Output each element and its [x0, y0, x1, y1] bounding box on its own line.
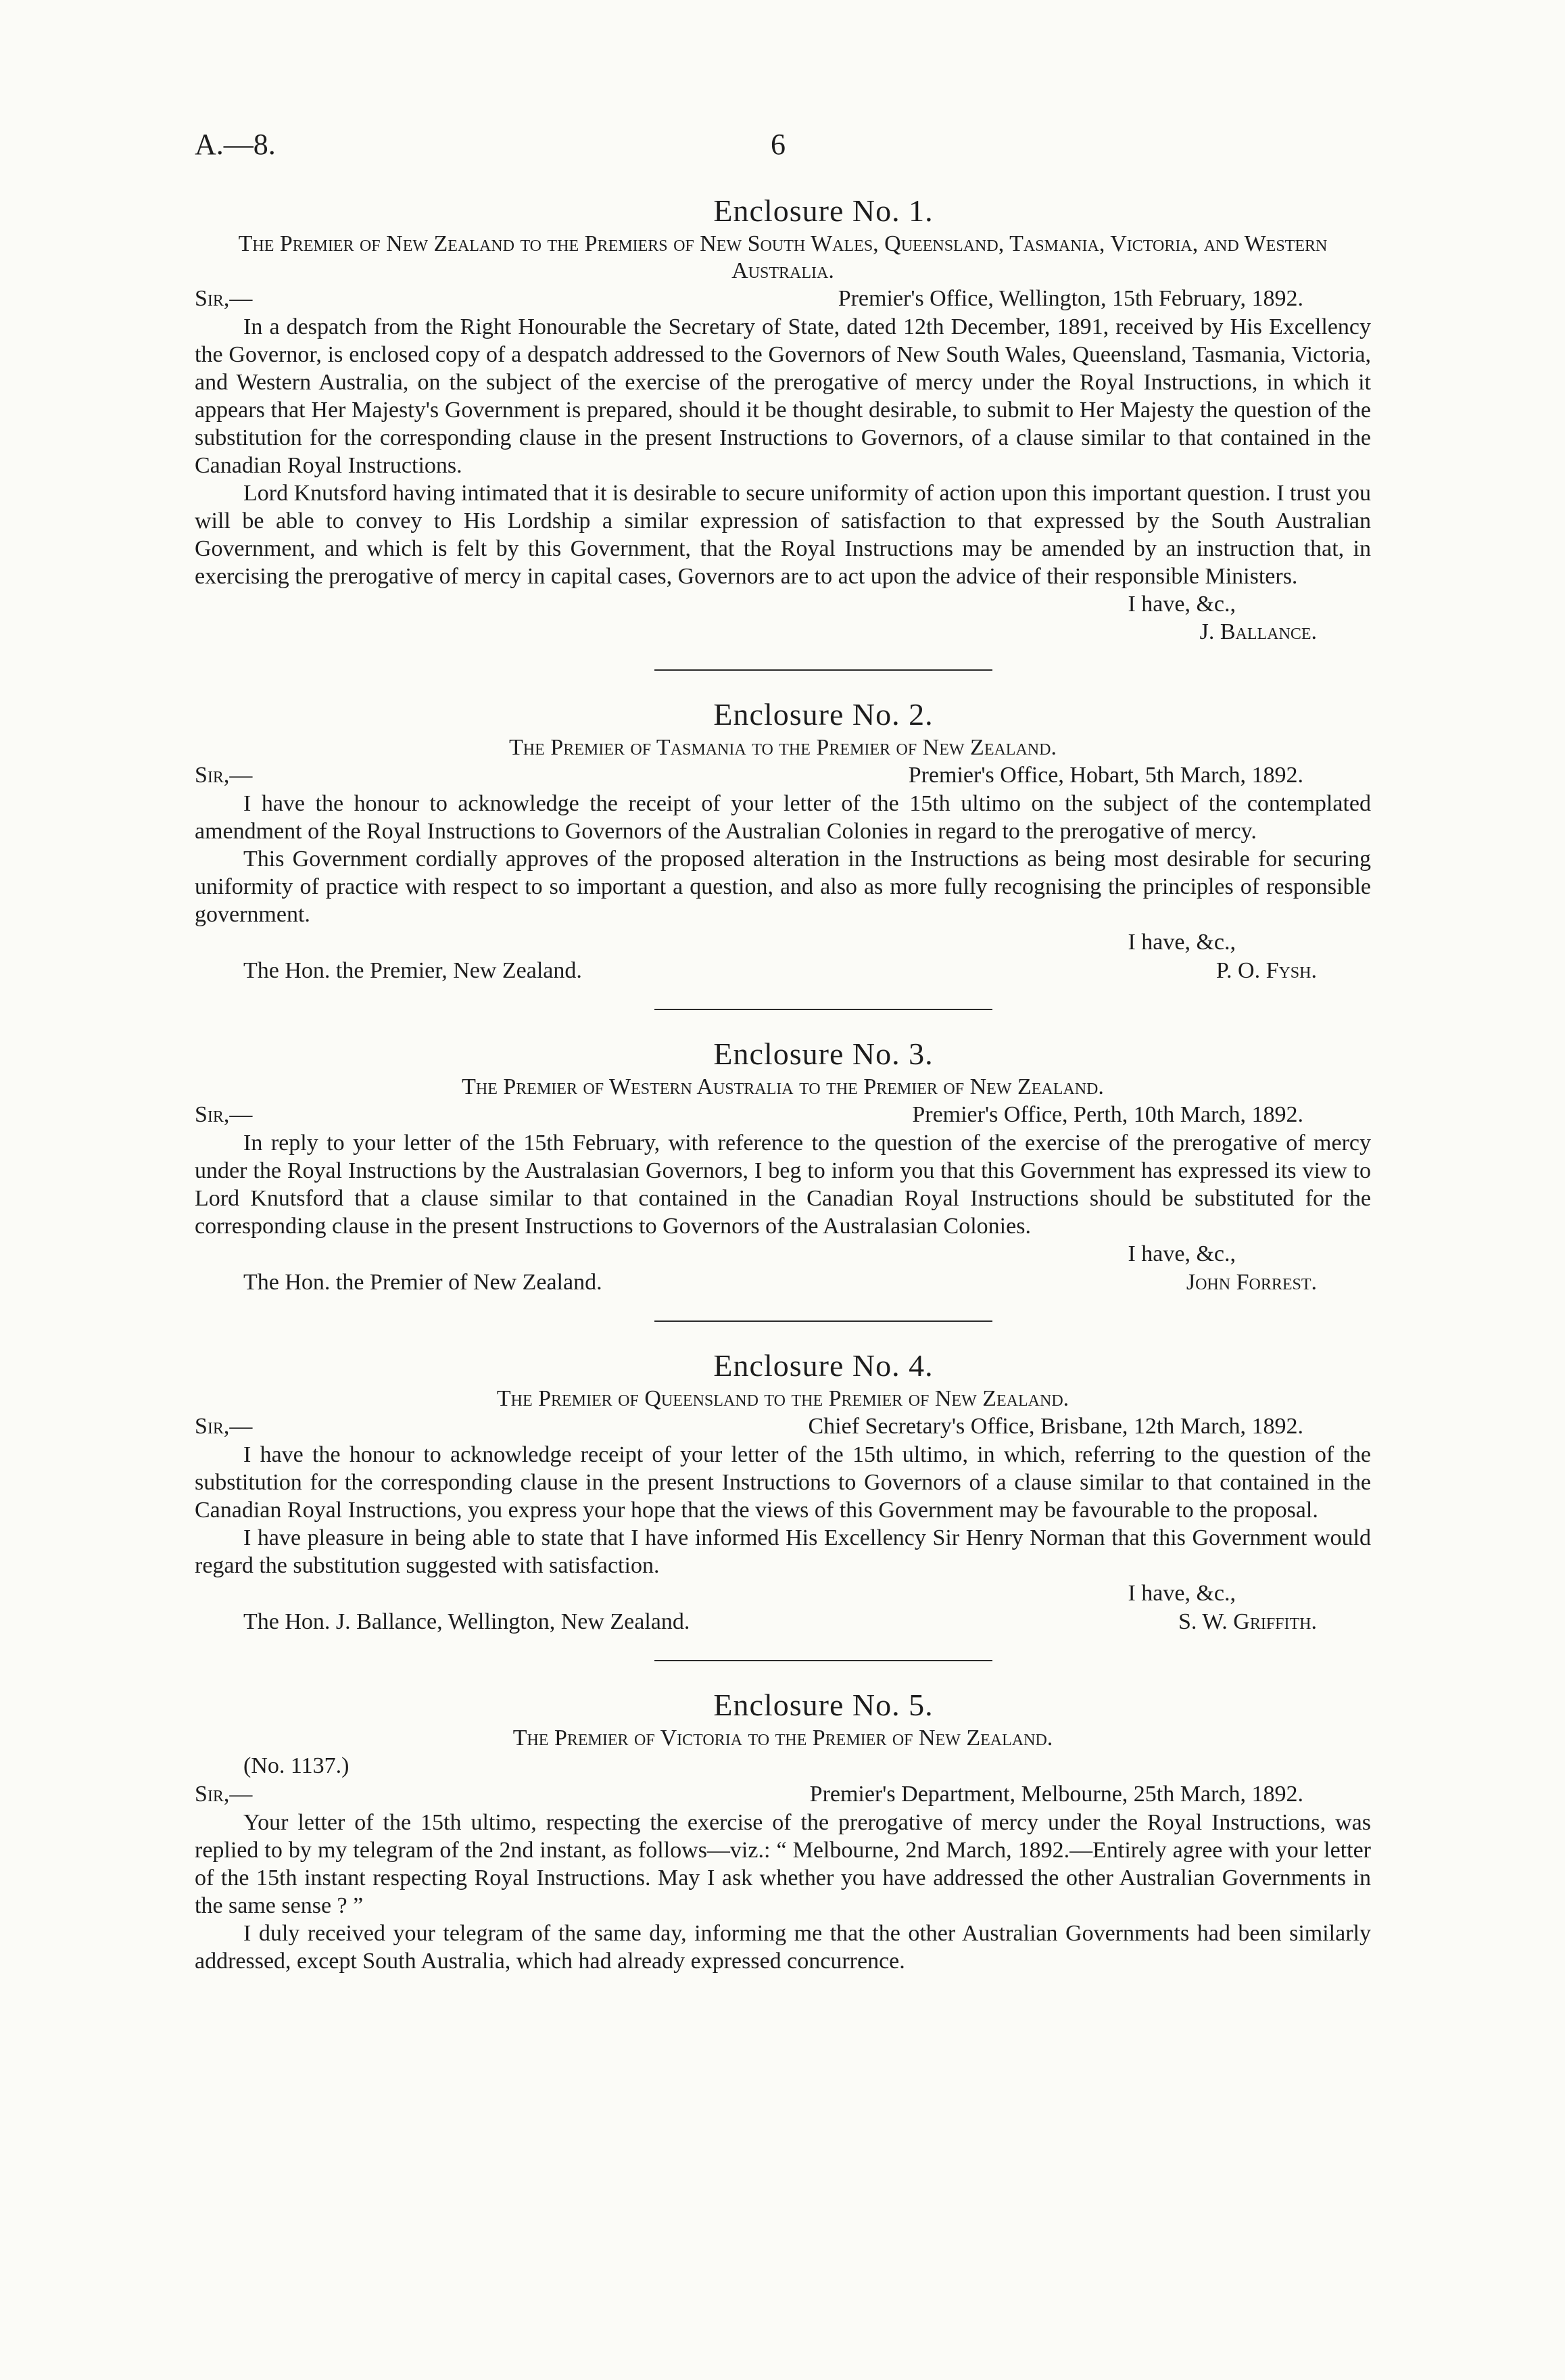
- addressee: The Hon. J. Ballance, Wellington, New Zealand.: [243, 1609, 690, 1634]
- enclosure-1: [195, 191, 1371, 646]
- salutation: Sir,—: [195, 1414, 253, 1439]
- signatory: J. Ballance.: [1199, 619, 1317, 644]
- page-header: [0, 127, 1565, 168]
- enclosure-4: [195, 1346, 1371, 1637]
- office-dateline: Premier's Office, Perth, 10th March, 1892.: [912, 1102, 1303, 1127]
- page-number: 6: [771, 128, 786, 161]
- enclosure-5: [195, 1686, 1371, 1975]
- document-reference: A.—8.: [195, 128, 276, 161]
- signatory: S. W. Griffith.: [1178, 1609, 1317, 1634]
- letter-paragraph: In a despatch from the Right Honourable the Secretary of State, dated 12th December, 1891, received by His Excellency the Governor, is enclosed copy of a despatch addressed to the Governors of New South Wales, Queensland, Tasmania, Victoria, and Western Australia, on the subject of the exercise of the prerogative of mercy under the Royal Instructions, in which it appears that Her Majesty's Government is prepared, should it be thought desirable, to submit to Her Majesty the question of the substitution for the corresponding clause in the present Instructions to Governors, of a clause similar to that contained in the Canadian Royal Instructions.: [195, 314, 1371, 478]
- addressee: The Hon. the Premier, New Zealand.: [243, 958, 582, 983]
- signatory: P. O. Fysh.: [1215, 958, 1317, 983]
- signatory: John Forrest.: [1186, 1270, 1317, 1295]
- enclosure-title: Enclosure No. 5.: [713, 1688, 934, 1722]
- page-content: [195, 191, 1371, 1975]
- letter-paragraph: In reply to your letter of the 15th February, with reference to the question of the exercise of the prerogative of mercy under the Royal Instructions by the Australasian Governors, I beg to inform you that this Government has expressed its view to Lord Knutsford that a clause similar to that contained in the Canadian Royal Instructions should be substituted for the corresponding clause in the present Instructions to Governors of the Australasian Colonies.: [195, 1130, 1371, 1239]
- enclosure-title: Enclosure No. 4.: [713, 1348, 934, 1383]
- enclosure-subtitle: The Premier of New Zealand to the Premiers of New South Wales, Queensland, Tasmania, Victoria, and Western Australia.: [238, 231, 1328, 283]
- addressee: The Hon. the Premier of New Zealand.: [243, 1270, 602, 1295]
- salutation-line: [195, 1412, 1371, 1441]
- enclosure-subtitle: The Premier of Queensland to the Premier of New Zealand.: [496, 1386, 1069, 1411]
- office-dateline: Premier's Office, Wellington, 15th February, 1892.: [838, 286, 1303, 311]
- despatch-number: (No. 1137.): [243, 1753, 350, 1778]
- office-dateline: Premier's Office, Hobart, 5th March, 1892.: [908, 763, 1303, 788]
- closing: I have, &c.,: [1128, 1581, 1236, 1606]
- enclosure-title: Enclosure No. 2.: [713, 697, 934, 732]
- salutation-line: [195, 761, 1371, 790]
- closing: I have, &c.,: [1128, 930, 1236, 955]
- salutation: Sir,—: [195, 1102, 253, 1127]
- closing: I have, &c.,: [1128, 1241, 1236, 1266]
- section-divider: [654, 1660, 992, 1661]
- enclosure-subtitle: The Premier of Tasmania to the Premier of New Zealand.: [509, 735, 1057, 760]
- section-divider: [654, 1320, 992, 1322]
- addressee-line: [195, 1268, 1371, 1298]
- salutation: Sir,—: [195, 1782, 253, 1807]
- salutation-line: [195, 285, 1371, 313]
- addressee-line: [195, 1607, 1371, 1637]
- salutation: Sir,—: [195, 286, 253, 311]
- salutation: Sir,—: [195, 763, 253, 788]
- letter-paragraph: I duly received your telegram of the same day, informing me that the other Australian Governments had been similarly addressed, except South Australia, which had already expressed concurrence.: [195, 1921, 1371, 1974]
- salutation-line: [195, 1101, 1371, 1129]
- letter-paragraph: Your letter of the 15th ultimo, respecting the exercise of the prerogative of mercy under the Royal Instructions, was replied to by my telegram of the 2nd instant, as follows—viz.: “ Melbourne, 2nd March, 1892.—Entirely agree with your letter of the 15th instant respecting Royal Instructions. May I ask whether you have addressed the other Australian Governments in the same sense ? ”: [195, 1810, 1371, 1918]
- office-dateline: Premier's Department, Melbourne, 25th March, 1892.: [809, 1782, 1303, 1807]
- enclosure-title: Enclosure No. 3.: [713, 1037, 934, 1071]
- office-dateline: Chief Secretary's Office, Brisbane, 12th March, 1892.: [808, 1414, 1303, 1439]
- closing: I have, &c.,: [1128, 592, 1236, 617]
- letter-paragraph: I have the honour to acknowledge the receipt of your letter of the 15th ultimo on the subject of the contemplated amendment of the Royal Instructions to Governors of the Australian Colonies in regard to the prerogative of mercy.: [195, 791, 1371, 844]
- section-divider: [654, 1009, 992, 1010]
- enclosure-subtitle: The Premier of Western Australia to the Premier of New Zealand.: [462, 1074, 1104, 1099]
- addressee-line: [195, 956, 1371, 986]
- section-divider: [654, 669, 992, 671]
- salutation-line: [195, 1780, 1371, 1809]
- letter-paragraph: This Government cordially approves of the proposed alteration in the Instructions as being most desirable for securing uniformity of practice with respect to so important a question, and also as more fully recognising the principles of responsible government.: [195, 847, 1371, 927]
- enclosure-2: [195, 695, 1371, 986]
- letter-paragraph: I have the honour to acknowledge receipt of your letter of the 15th ultimo, in which, referring to the question of the substitution for the corresponding clause in the present Instructions to Governors of a clause similar to that contained in the Canadian Royal Instructions, you express your hope that the views of this Government may be favourable to the proposal.: [195, 1442, 1371, 1523]
- enclosure-3: [195, 1034, 1371, 1298]
- enclosure-subtitle: The Premier of Victoria to the Premier of New Zealand.: [512, 1726, 1053, 1751]
- letter-paragraph: I have pleasure in being able to state that I have informed His Excellency Sir Henry Norman that this Government would regard the substitution suggested with satisfaction.: [195, 1525, 1371, 1578]
- letter-paragraph: Lord Knutsford having intimated that it is desirable to secure uniformity of action upon this important question. I trust you will be able to convey to His Lordship a similar expression of satisfaction to that expressed by the South Australian Government, and which is felt by this Government, that the Royal Instructions may be amended by an instruction that, in exercising the prerogative of mercy in capital cases, Governors are to act upon the advice of their responsible Ministers.: [195, 481, 1371, 589]
- enclosure-title: Enclosure No. 1.: [713, 193, 934, 228]
